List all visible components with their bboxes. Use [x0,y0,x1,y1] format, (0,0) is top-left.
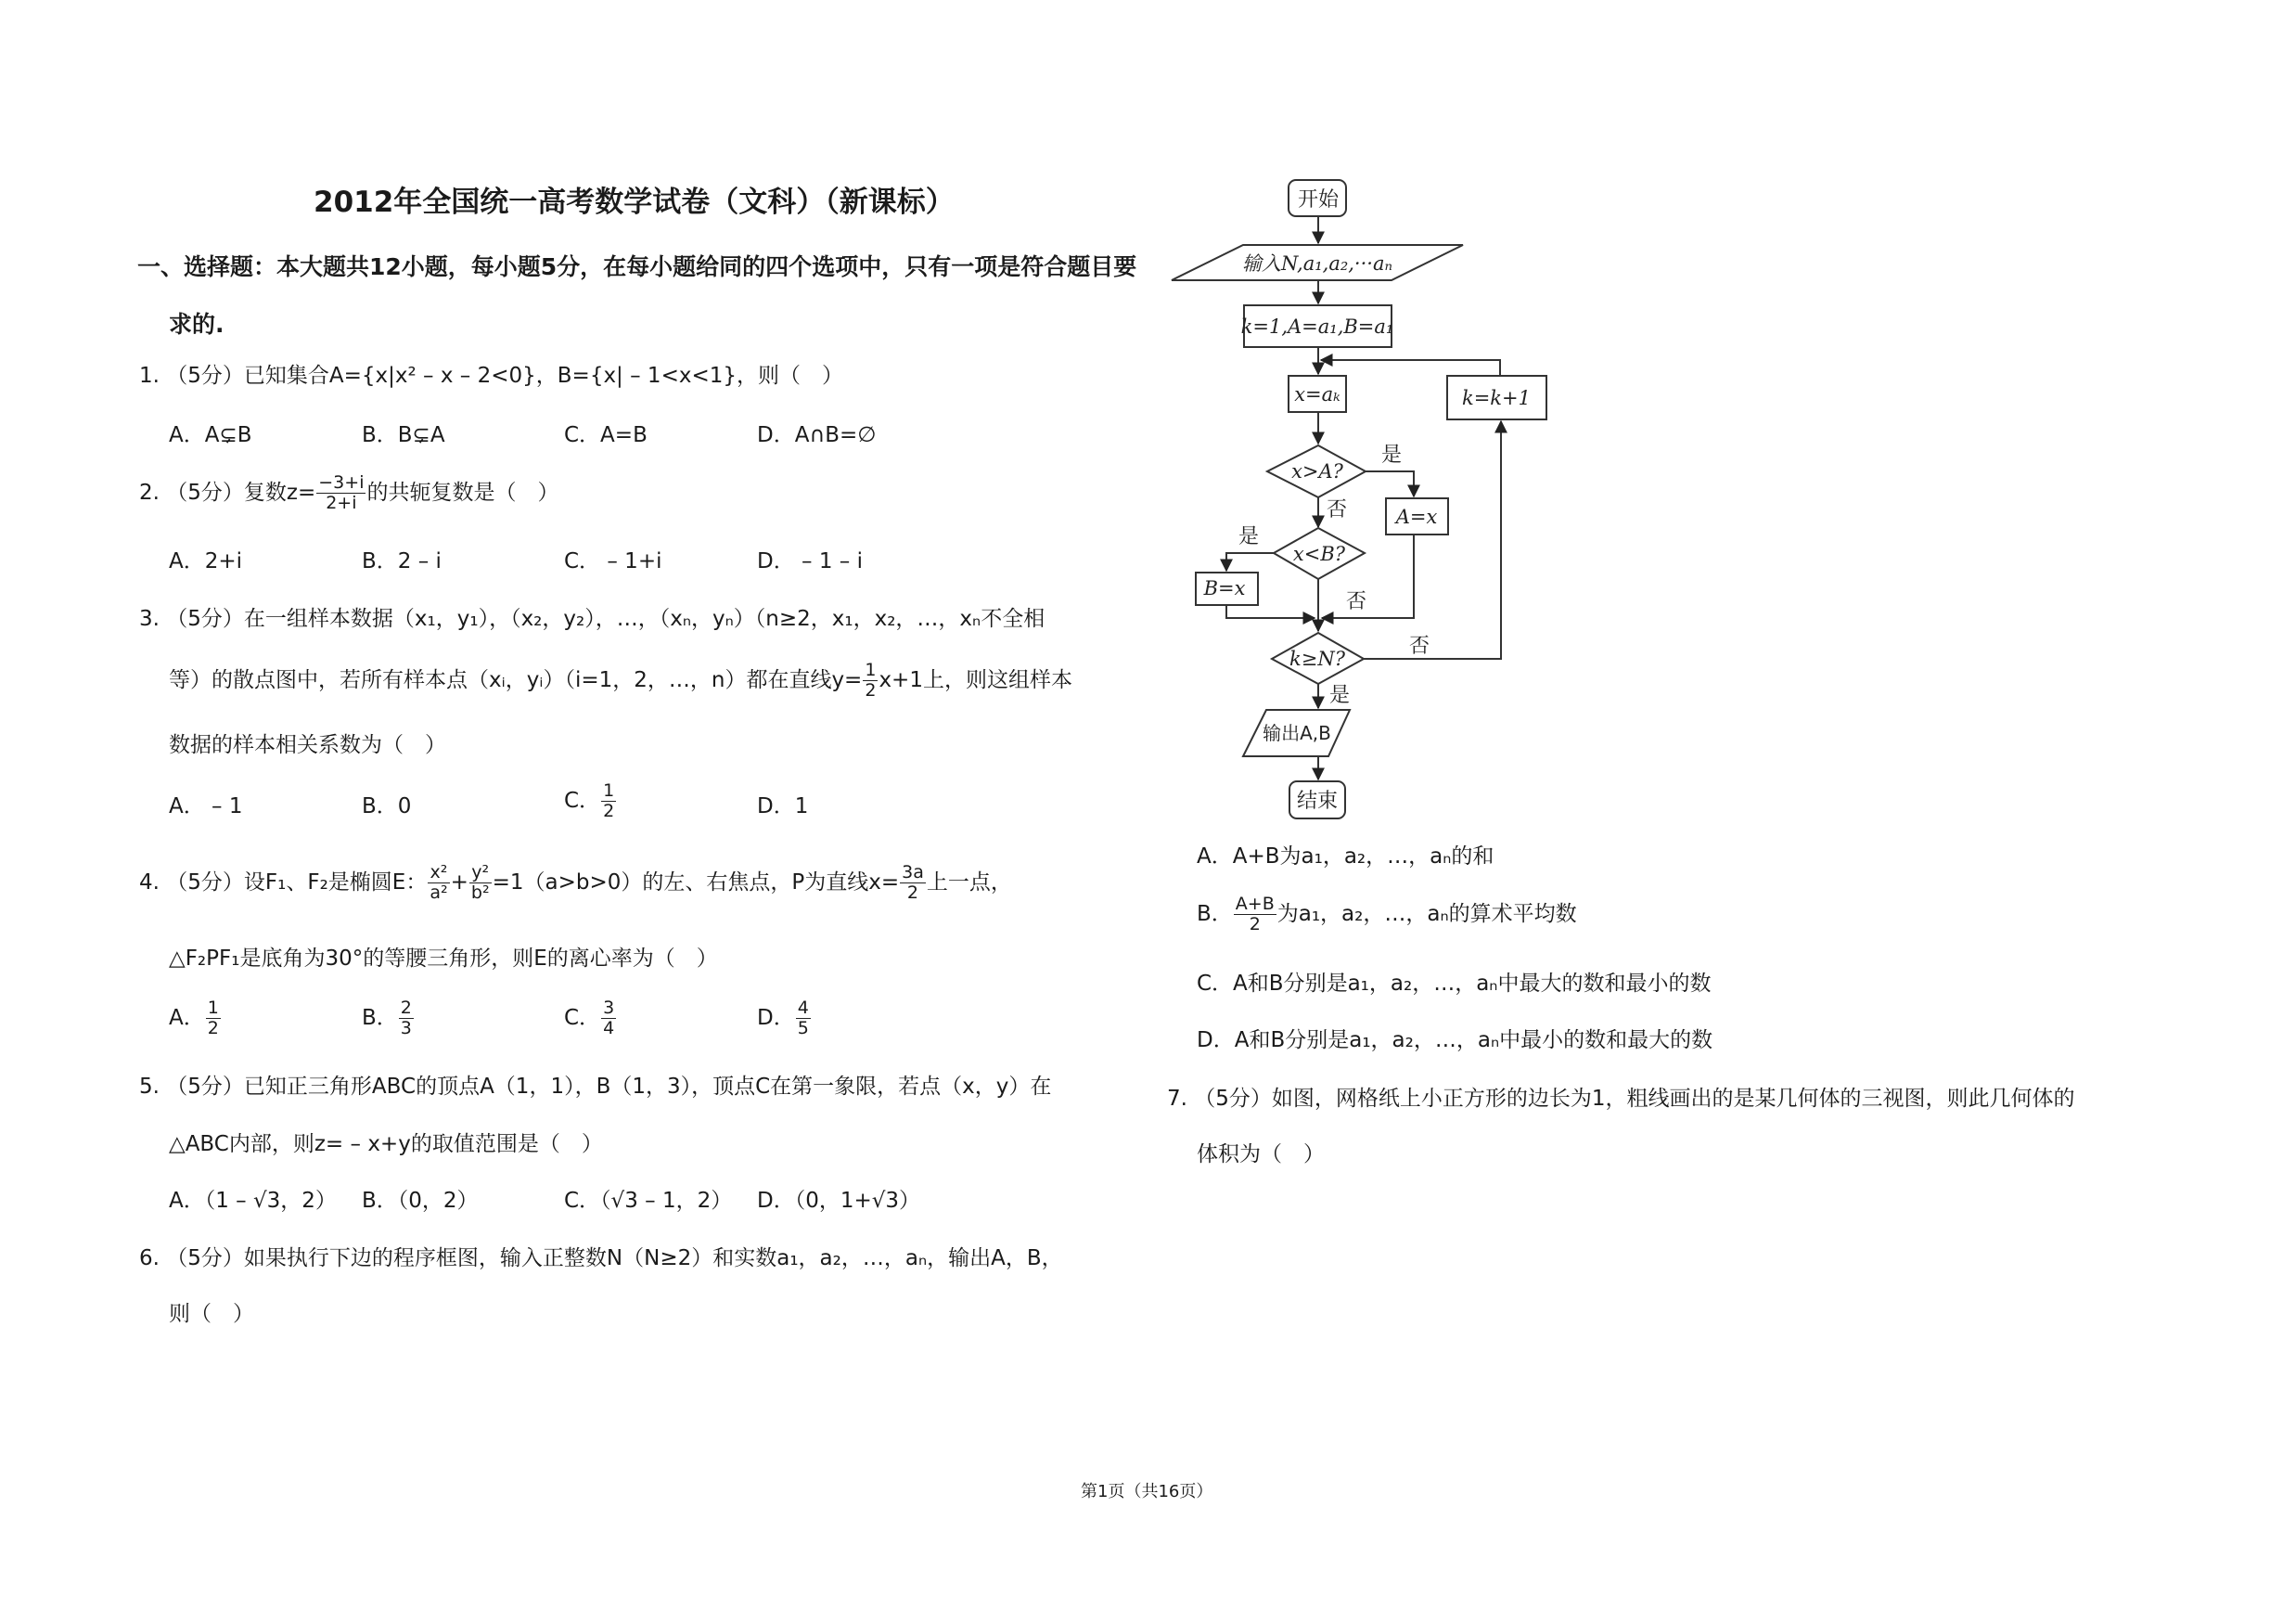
condition-x-lt-b-label: x<B? [1292,543,1346,565]
question-6-line2: 则（ ） [169,1302,254,1326]
q5-option-d: D．（0，1+√3） [757,1189,921,1213]
yes-label: 是 [1328,684,1351,707]
q5-option-b: B．（0，2） [362,1189,479,1213]
fraction-numerator: A+B [1235,894,1275,914]
q4-option-c [564,998,617,1038]
question-text: 在一组样本数据（x₁，y₁），（x₂，y₂），…，（xₙ，yₙ）（n≥2，x₁，x₂，…，xₙ不全相 [243,607,1045,631]
question-number: 2. [139,481,160,505]
q4-option-a [169,998,222,1038]
question-3-line2 [169,661,1072,701]
question-4: 4. （5分）设F₁、F₂是椭圆E： $\frac{\text{x²}}{\text{a²}}$ + $\frac{\text{y²}}{\text{b²}}$ =1（a>b>0）的左、右焦点，P为直线x= $\frac{3a}{2}$ 上一点， [139,862,1012,903]
fraction [900,863,926,903]
page-footer: 第1页（共16页） [1081,1482,1213,1501]
end-label: 结束 [1296,790,1339,813]
option-label: D． [757,1006,795,1030]
question-4-line2: △F₂PF₁是底角为30°的等腰三角形，则E的离心率为（ ） [169,947,718,971]
fraction-numerator: 1 [865,660,877,680]
question-score: （5分） [166,481,244,505]
q4-option-b [362,998,415,1038]
fraction [1234,895,1276,934]
fraction-numerator: 3a [902,862,924,882]
fraction-numerator: y² [469,863,492,883]
question-score: （5分） [166,1246,244,1270]
q1-option-c: C．A=B [564,423,648,447]
question-number: 1. [139,364,160,388]
question-number: 6. [139,1246,160,1270]
question-3 [139,605,1045,633]
q2-option-c: C． – 1+i [564,549,662,573]
page-title: 2012年全国统一高考数学试卷（文科）（新课标） [314,186,955,219]
fraction-numerator: 3 [603,998,615,1018]
question-3-line3: 数据的样本相关系数为（ ） [169,733,446,757]
q6-option-a: A．A+B为a₁，a₂，…，aₙ的和 [1197,844,1494,869]
q4-option-d [757,998,812,1038]
output-label: 输出A,B [1263,722,1331,744]
yes-label: 是 [1238,525,1260,548]
fraction-denominator: b² [470,882,490,903]
question-score: （5分） [166,607,244,631]
condition-x-gt-a-label: x>A? [1291,460,1343,483]
fraction [601,781,616,821]
fraction-numerator: 2 [400,998,412,1018]
fraction-denominator: 2+i [326,493,357,513]
question-number: 7. [1167,1087,1187,1111]
question-text: 已知集合A={x|x² – x – 2<0}，B={x| – 1<x<1}，则（ ） [243,364,843,388]
input-label: 输入N,a₁,a₂,···aₙ [1242,252,1392,275]
q3-option-c [564,781,617,821]
program-flowchart [1160,167,1586,835]
question-6 [139,1244,1063,1272]
option-label: C． [564,789,601,813]
start-label: 开始 [1297,188,1340,212]
question-text: 等）的散点图中，若所有样本点（xᵢ，yᵢ）（i=1，2，…，n）都在直线y= [169,668,863,692]
no-label: 否 [1326,498,1348,522]
q6-option-b [1197,895,1577,934]
fraction-numerator: 1 [207,998,219,1018]
question-score: （5分） [166,870,244,895]
question-text: 复数z= [243,481,316,505]
q3-option-d: D．1 [757,794,809,818]
q1-option-d: D．A∩B=∅ [757,423,877,447]
q6-option-d: D．A和B分别是a₁，a₂，…，aₙ中最小的数和最大的数 [1197,1028,1713,1052]
question-7-line2: 体积为（ ） [1197,1142,1325,1166]
question-text: 的共轭复数是（ ） [366,481,559,505]
section-heading: 一、选择题：本大题共12小题，每小题5分，在每小题给同的四个选项中，只有一项是符合题目要 [137,253,1137,280]
question-text: 已知正三角形ABC的顶点A（1，1），B（1，3），顶点C在第一象限，若点（x，y）在 [243,1075,1052,1099]
increment-label: k=k+1 [1461,387,1532,409]
set-b-label: B=x [1203,577,1246,599]
fraction [399,998,414,1038]
fraction-denominator: 2 [1249,914,1261,934]
option-text: 为a₁，a₂，…，aₙ的算术平均数 [1276,902,1577,926]
question-number: 5. [139,1075,160,1099]
option-label: A． [169,1006,205,1030]
fraction [316,473,366,513]
question-5 [139,1073,1051,1101]
question-text: x+1上，则这组样本 [879,668,1072,692]
question-number: 3. [139,607,160,631]
question-score: （5分） [1194,1087,1272,1111]
fraction-denominator: 4 [603,1018,615,1038]
q2-option-b: B．2 – i [362,549,442,573]
option-label: C． [564,1006,601,1030]
fraction-denominator: 2 [906,882,919,903]
fraction [428,863,449,903]
question-score: （5分） [166,1075,244,1099]
q1-option-a: A．A⊊B [169,423,252,447]
condition-k-ge-n-label: k≥N? [1289,648,1345,670]
fraction-numerator: −3+i [318,472,365,493]
option-label: B． [362,1006,398,1030]
question-7 [1167,1085,2075,1113]
question-number: 4. [139,870,160,895]
fraction-denominator: 2 [603,801,615,821]
question-text: =1（a>b>0）的左、右焦点，P为直线x= [492,870,900,895]
fraction-denominator: 3 [400,1018,412,1038]
fraction-denominator: 2 [865,680,877,701]
fraction-numerator: 1 [603,780,615,801]
no-label: 否 [1408,635,1430,658]
fraction [796,998,811,1038]
option-label: B． [1197,902,1233,926]
q3-option-a: A． – 1 [169,794,243,818]
fraction [206,998,221,1038]
question-text: 设F₁、F₂是椭圆E： [243,870,428,895]
q2-option-d: D． – 1 – i [757,549,863,573]
fraction-denominator: a² [430,882,448,903]
yes-label: 是 [1380,444,1403,467]
q5-option-a: A．（1 – √3，2） [169,1189,337,1213]
question-text: 上一点， [926,870,1012,895]
q6-option-c: C．A和B分别是a₁，a₂，…，aₙ中最大的数和最小的数 [1197,972,1712,996]
fraction-denominator: 5 [797,1018,809,1038]
question-2 [139,473,558,513]
q1-option-b: B．B⊊A [362,423,445,447]
question-text: 如图，网格纸上小正方形的边长为1，粗线画出的是某几何体的三视图，则此几何体的 [1271,1087,2075,1111]
set-a-label: A=x [1395,506,1438,528]
q3-option-b: B．0 [362,794,412,818]
fraction-denominator: 2 [207,1018,219,1038]
section-heading-cont: 求的. [169,311,224,338]
fraction [469,863,492,903]
fraction [863,661,878,701]
q2-option-a: A．2+i [169,549,243,573]
question-text: 如果执行下边的程序框图，输入正整数N（N≥2）和实数a₁，a₂，…，aₙ，输出A，B， [243,1246,1063,1270]
question-1 [139,362,843,390]
q5-option-c: C．（√3 – 1，2） [564,1189,733,1213]
fraction-numerator: x² [428,863,449,883]
question-5-line2: △ABC内部，则z= – x+y的取值范围是（ ） [169,1132,603,1156]
init-label: k=1,A=a₁,B=a₁ [1240,316,1394,338]
fraction-numerator: 4 [797,998,809,1018]
question-score: （5分） [166,364,244,388]
fraction [601,998,616,1038]
no-label: 否 [1345,590,1367,613]
assign-x-label: x=aₖ [1294,383,1340,406]
